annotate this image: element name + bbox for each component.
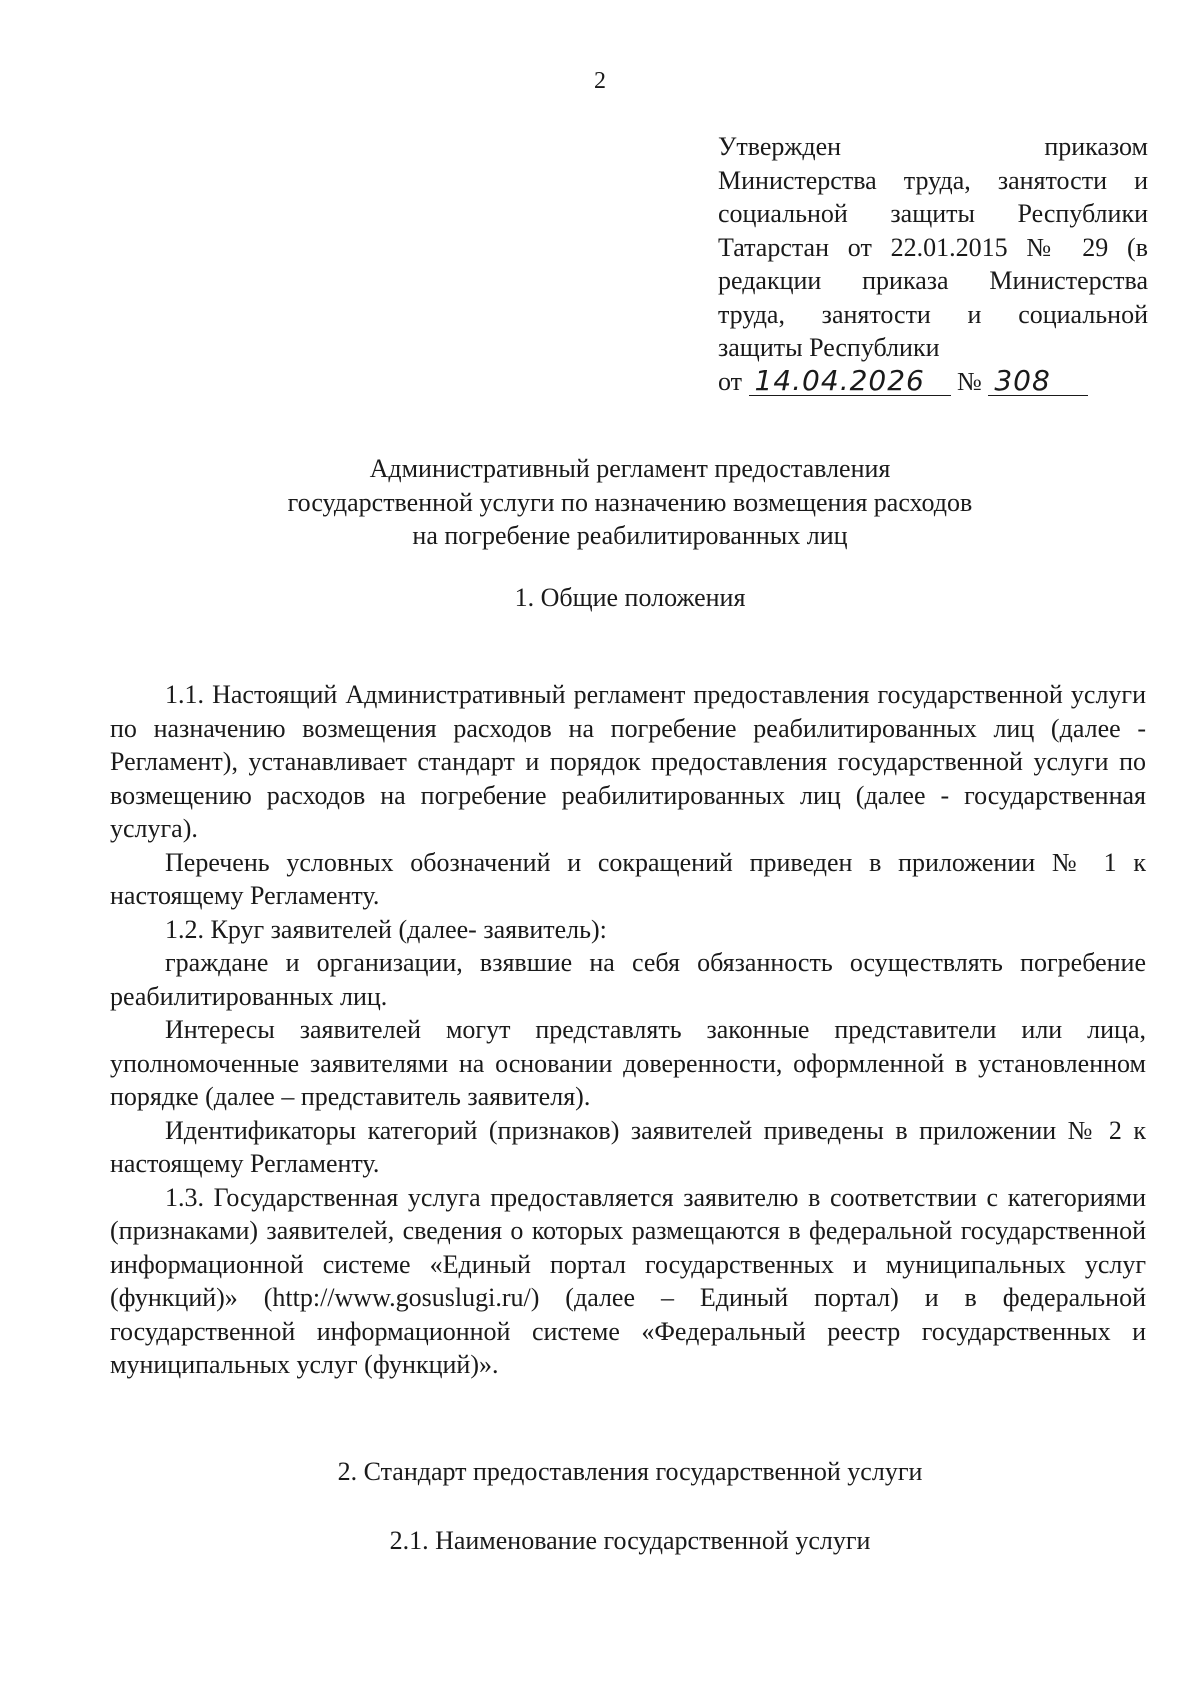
- number-sign: №: [957, 366, 982, 396]
- section-2-heading: 2. Стандарт предоставления государственной услуги: [337, 1457, 923, 1486]
- approval-date-line: [718, 365, 1148, 399]
- paragraph: Перечень условных обозначений и сокращений приведен в приложении № 1 к настоящему Регламенту.: [110, 847, 1146, 910]
- approval-line: редакции приказа Министерства: [718, 266, 1148, 295]
- paragraph: граждане и организации, взявшие на себя обязанность осуществлять погребение реабилитированных лиц.: [110, 948, 1146, 1011]
- approval-line: социальной защиты Республики: [718, 199, 1148, 228]
- handwritten-date: 14.04.2026: [749, 367, 951, 396]
- approval-line: Утвержден приказом: [718, 132, 1148, 161]
- paragraph: 1.1. Настоящий Административный регламент предоставления государственной услуги по назначению возмещения расходов на погребение реабилитированных лиц (далее - Регламент), устанавливает стандарт и порядок предоставления государственной услуги по возмещению расходов на погребение реабилитированных лиц (далее - государственная услуга).: [110, 680, 1146, 843]
- approval-stamp-block: [718, 130, 1148, 398]
- document-title: [0, 452, 1200, 553]
- date-prefix: от: [718, 366, 743, 396]
- paragraph: 1.2. Круг заявителей (далее- заявитель):: [165, 914, 607, 944]
- approval-line: труда, занятости и социальной: [718, 299, 1148, 329]
- handwritten-order-number: 308: [988, 367, 1088, 396]
- approval-line: Министерства труда, занятости и: [718, 165, 1148, 195]
- title-line: Административный регламент предоставления: [369, 454, 891, 483]
- approval-line: Татарстан от 22.01.2015 № 29 (в: [718, 232, 1148, 262]
- section-1-body: [110, 678, 1146, 1382]
- section-1-heading: 1. Общие положения: [514, 583, 746, 612]
- paragraph: Идентификаторы категорий (признаков) заявителей приведены в приложении № 2 к настоящему Регламенту.: [110, 1115, 1146, 1178]
- approval-line: защиты Республики: [718, 333, 940, 362]
- title-line: на погребение реабилитированных лиц: [412, 521, 848, 550]
- paragraph: 1.3. Государственная услуга предоставляется заявителю в соответствии с категориями (признаками) заявителей, сведения о которых размещаются в федеральной государственной информационной системе «Единый портал государственных и муниципальных услуг (функций)» (http://www.gosuslugi.ru/) (далее – Единый портал) и в федеральной государственной информационной системе «Федеральный реестр государственных и муниципальных услуг (функций)».: [110, 1182, 1146, 1379]
- page-number: 2: [594, 68, 606, 94]
- title-line: государственной услуги по назначению возмещения расходов: [287, 487, 973, 517]
- section-2-1-subheading: 2.1. Наименование государственной услуги: [389, 1526, 871, 1555]
- paragraph: Интересы заявителей могут представлять законные представители или лица, уполномоченные заявителями на основании доверенности, оформленной в установленном порядке (далее – представитель заявителя).: [110, 1015, 1146, 1111]
